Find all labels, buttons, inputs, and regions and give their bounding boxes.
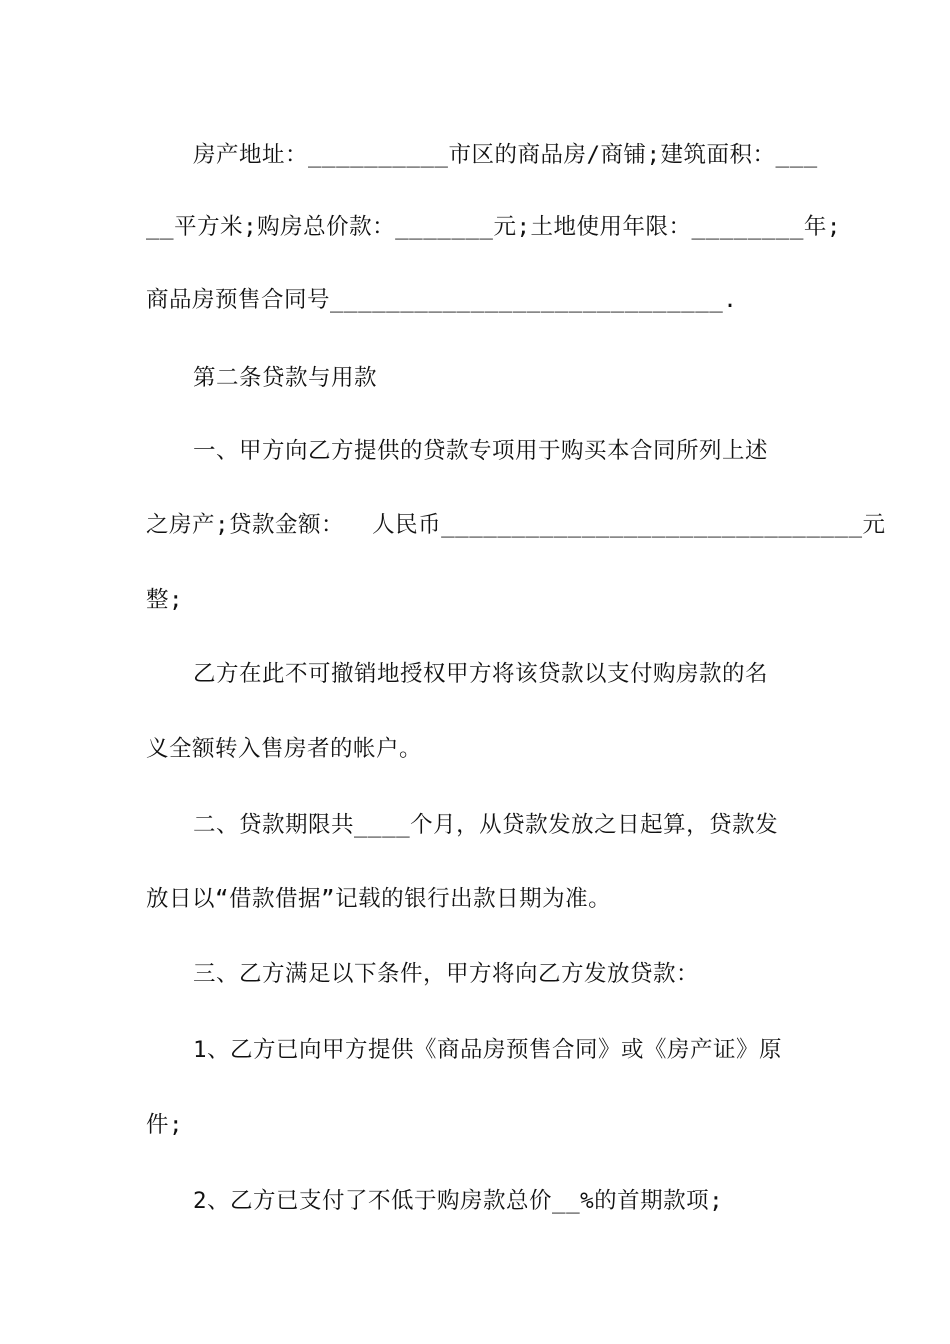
- paragraph-3-line-1: 二、贷款期限共____个月，从贷款发放之日起算，贷款发: [193, 812, 779, 838]
- paragraph-2-line-1: 乙方在此不可撤销地授权甲方将该贷款以支付购房款的名: [193, 661, 769, 687]
- condition-1-line-1: 1、乙方已向甲方提供《商品房预售合同》或《房产证》原: [193, 1037, 783, 1063]
- paragraph-1-line-2: 之房产;贷款金额： 人民币______________________________元: [146, 512, 886, 538]
- paragraph-1-line-1: 一、甲方向乙方提供的贷款专项用于购买本合同所列上述: [193, 438, 769, 464]
- paragraph-1-line-3: 整;: [146, 587, 184, 613]
- property-address-line: 房产地址：__________市区的商品房/商铺;建筑面积：___: [193, 142, 818, 168]
- paragraph-3-line-2: 放日以“借款借据”记载的银行出款日期为准。: [146, 886, 612, 912]
- condition-1-line-2: 件;: [146, 1112, 184, 1138]
- property-area-price-line: __平方米;购房总价款：_______元;土地使用年限：________年;: [146, 214, 841, 240]
- paragraph-4-line-1: 三、乙方满足以下条件，甲方将向乙方发放贷款：: [193, 961, 700, 987]
- condition-2-line-1: 2、乙方已支付了不低于购房款总价__%的首期款项;: [193, 1188, 724, 1214]
- paragraph-2-line-2: 义全额转入售房者的帐户。: [146, 736, 423, 762]
- presale-contract-number-line: 商品房预售合同号____________________________.: [146, 287, 738, 313]
- section-heading-loan: 第二条贷款与用款: [193, 365, 378, 391]
